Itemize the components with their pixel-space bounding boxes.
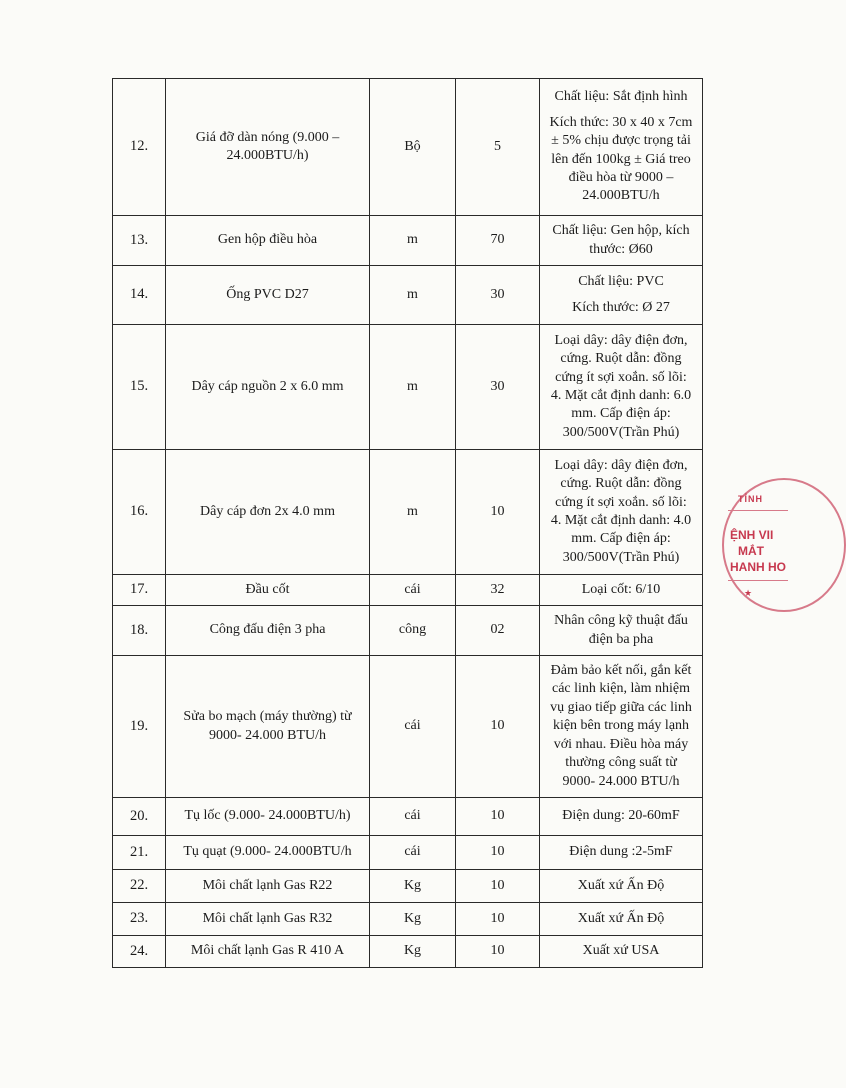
quantity-cell: 32 bbox=[456, 575, 540, 606]
spec-line: 4. Mặt cắt định danh: 6.0 bbox=[550, 388, 692, 403]
table-row bbox=[113, 450, 703, 575]
spec-cell bbox=[540, 606, 703, 656]
unit-cell: Kg bbox=[370, 870, 456, 903]
item-name-cell bbox=[166, 870, 370, 903]
spec-cell bbox=[540, 575, 703, 606]
quantity-cell: 10 bbox=[456, 870, 540, 903]
table-body bbox=[113, 79, 703, 968]
item-name-line: Dây cáp nguồn 2 x 6.0 mm bbox=[191, 378, 344, 394]
quantity-cell: 5 bbox=[456, 79, 540, 216]
unit-cell: m bbox=[370, 325, 456, 450]
spec-line: Điện dung: 20-60mF bbox=[562, 808, 680, 824]
spec-line: cứng ít sợi xoắn. số lõi: bbox=[555, 369, 687, 385]
stt-cell: 15. bbox=[113, 325, 166, 450]
item-name-cell bbox=[166, 216, 370, 266]
red-seal-stamp bbox=[722, 478, 846, 612]
spec-line: Loại cốt: 6/10 bbox=[581, 581, 661, 597]
unit-cell: m bbox=[370, 450, 456, 575]
quantity-cell: 10 bbox=[456, 798, 540, 836]
table-row bbox=[113, 266, 703, 325]
quantity-cell: 02 bbox=[456, 606, 540, 656]
spec-line: Loại dây: dây điện đơn, bbox=[554, 457, 688, 473]
spec-cell bbox=[540, 266, 703, 325]
spec-line: điều hòa từ 9000 – bbox=[568, 169, 674, 185]
spec-cell bbox=[540, 450, 703, 575]
spec-line: cứng ít sợi xoắn. số lõi: bbox=[555, 494, 687, 510]
spec-line: lên đến 100kg ± Giá treo bbox=[551, 151, 691, 167]
spec-line: Xuất xứ Ấn Độ bbox=[577, 877, 665, 893]
stt-cell: 12. bbox=[113, 79, 166, 216]
spec-line: 24.000BTU/h bbox=[582, 188, 660, 204]
stt-cell: 20. bbox=[113, 798, 166, 836]
spec-line: ± 5% chịu được trọng tải bbox=[551, 133, 691, 149]
item-name-line: Môi chất lạnh Gas R32 bbox=[202, 910, 333, 926]
table-row bbox=[113, 216, 703, 266]
spec-line: 300/500V(Trần Phú) bbox=[562, 549, 680, 565]
item-name-cell bbox=[166, 79, 370, 216]
spec-line: điện ba pha bbox=[588, 631, 654, 647]
table-row bbox=[113, 798, 703, 836]
unit-cell: Bộ bbox=[370, 79, 456, 216]
stt-cell: 16. bbox=[113, 450, 166, 575]
spec-cell bbox=[540, 325, 703, 450]
table-row bbox=[113, 903, 703, 936]
item-name-cell bbox=[166, 266, 370, 325]
item-name-cell bbox=[166, 450, 370, 575]
table-row bbox=[113, 656, 703, 798]
spec-line: thường công suất từ bbox=[565, 755, 677, 771]
quantity-cell: 30 bbox=[456, 266, 540, 325]
quantity-cell: 10 bbox=[456, 450, 540, 575]
item-name-cell bbox=[166, 936, 370, 968]
spec-line: các linh kiện, làm nhiệm bbox=[551, 681, 690, 697]
spec-line: Nhân công kỹ thuật đấu bbox=[554, 613, 688, 629]
spec-cell bbox=[540, 656, 703, 798]
unit-cell: cái bbox=[370, 836, 456, 870]
spec-line: Chất liệu: Sắt định hình bbox=[554, 89, 688, 105]
spec-line: 4. Mặt cắt định danh: 4.0 bbox=[550, 513, 692, 528]
item-name-cell bbox=[166, 798, 370, 836]
stamp-line-3: HANH HO bbox=[730, 560, 786, 574]
table-row bbox=[113, 325, 703, 450]
item-name-line: Tụ lốc (9.000- 24.000BTU/h) bbox=[184, 808, 351, 824]
spec-line: Điện dung :2-5mF bbox=[569, 844, 673, 860]
quantity-cell: 10 bbox=[456, 836, 540, 870]
spec-line: Chất liệu: Gen hộp, kích bbox=[552, 223, 690, 239]
stamp-rule bbox=[728, 510, 788, 511]
unit-cell: cái bbox=[370, 798, 456, 836]
unit-cell: m bbox=[370, 266, 456, 325]
unit-cell: cái bbox=[370, 656, 456, 798]
item-name-cell bbox=[166, 656, 370, 798]
table-row bbox=[113, 870, 703, 903]
item-name-line: 24.000BTU/h) bbox=[226, 148, 309, 163]
spec-line: cứng. Ruột dẫn: đồng bbox=[560, 351, 682, 367]
table-row bbox=[113, 936, 703, 968]
spec-line: mm. Cấp điện áp: bbox=[571, 531, 671, 547]
quantity-cell: 10 bbox=[456, 656, 540, 798]
item-name-cell bbox=[166, 606, 370, 656]
spec-line: 9000- 24.000 BTU/h bbox=[562, 773, 680, 789]
spec-cell bbox=[540, 903, 703, 936]
spec-line: cứng. Ruột dẫn: đồng bbox=[560, 476, 682, 492]
spec-cell bbox=[540, 79, 703, 216]
quantity-cell: 30 bbox=[456, 325, 540, 450]
quantity-cell: 70 bbox=[456, 216, 540, 266]
stt-cell: 24. bbox=[113, 936, 166, 968]
spec-line: kiện bên trong máy lạnh bbox=[552, 718, 690, 734]
unit-cell: m bbox=[370, 216, 456, 266]
stamp-line-1: ỆNH VII bbox=[730, 528, 774, 542]
item-name-cell bbox=[166, 575, 370, 606]
item-name-line: Sửa bo mạch (máy thường) từ bbox=[183, 709, 352, 725]
equipment-table bbox=[112, 78, 703, 968]
stt-cell: 19. bbox=[113, 656, 166, 798]
spec-line: Kích thức: 30 x 40 x 7cm bbox=[549, 114, 693, 130]
spec-line: Xuất xứ Ấn Độ bbox=[577, 910, 665, 926]
spec-line: thước: Ø60 bbox=[589, 241, 653, 257]
stamp-rule bbox=[728, 580, 788, 581]
unit-cell: cái bbox=[370, 575, 456, 606]
quantity-cell: 10 bbox=[456, 903, 540, 936]
item-name-line: Tụ quạt (9.000- 24.000BTU/h bbox=[183, 844, 352, 860]
item-name-line: 9000- 24.000 BTU/h bbox=[208, 727, 327, 743]
star-icon: ★ bbox=[744, 588, 753, 598]
stamp-top-text: TỈNH bbox=[738, 494, 763, 504]
stamp-line-2: MẮT bbox=[738, 544, 764, 558]
unit-cell: Kg bbox=[370, 903, 456, 936]
item-name-cell bbox=[166, 325, 370, 450]
item-name-cell bbox=[166, 836, 370, 870]
item-name-line: Môi chất lạnh Gas R22 bbox=[202, 877, 333, 893]
spec-line: Xuất xứ USA bbox=[582, 943, 660, 959]
item-name-line: Giá đỡ dàn nóng (9.000 – bbox=[195, 129, 340, 145]
spec-line: Kích thước: Ø 27 bbox=[572, 299, 670, 315]
spec-line: vụ giao tiếp giữa các linh bbox=[550, 699, 692, 715]
spec-cell bbox=[540, 216, 703, 266]
table-row bbox=[113, 606, 703, 656]
spec-line: Chất liệu: PVC bbox=[578, 274, 664, 290]
table-row bbox=[113, 836, 703, 870]
table-row bbox=[113, 79, 703, 216]
spec-cell bbox=[540, 798, 703, 836]
stt-cell: 14. bbox=[113, 266, 166, 325]
spec-line: mm. Cấp điện áp: bbox=[571, 406, 671, 422]
stt-cell: 21. bbox=[113, 836, 166, 870]
spec-cell bbox=[540, 870, 703, 903]
spec-line: Đảm bảo kết nối, gắn kết bbox=[550, 662, 692, 678]
item-name-line: Gen hộp điều hòa bbox=[217, 232, 318, 248]
stt-cell: 22. bbox=[113, 870, 166, 903]
spec-line: Loại dây: dây điện đơn, bbox=[554, 332, 688, 348]
stt-cell: 23. bbox=[113, 903, 166, 936]
spec-cell bbox=[540, 836, 703, 870]
unit-cell: Kg bbox=[370, 936, 456, 968]
table-row bbox=[113, 575, 703, 606]
item-name-line: Công đấu điện 3 pha bbox=[209, 622, 326, 638]
item-name-line: Đầu cốt bbox=[245, 581, 290, 597]
item-name-line: Ống PVC D27 bbox=[226, 286, 309, 302]
item-name-line: Môi chất lạnh Gas R 410 A bbox=[190, 943, 345, 959]
spec-line: 300/500V(Trần Phú) bbox=[562, 424, 680, 440]
item-name-cell bbox=[166, 903, 370, 936]
stt-cell: 18. bbox=[113, 606, 166, 656]
spec-line: với nhau. Điều hòa máy bbox=[553, 736, 689, 752]
stt-cell: 17. bbox=[113, 575, 166, 606]
unit-cell: công bbox=[370, 606, 456, 656]
stt-cell: 13. bbox=[113, 216, 166, 266]
spec-cell bbox=[540, 936, 703, 968]
quantity-cell: 10 bbox=[456, 936, 540, 968]
item-name-line: Dây cáp đơn 2x 4.0 mm bbox=[200, 503, 335, 519]
